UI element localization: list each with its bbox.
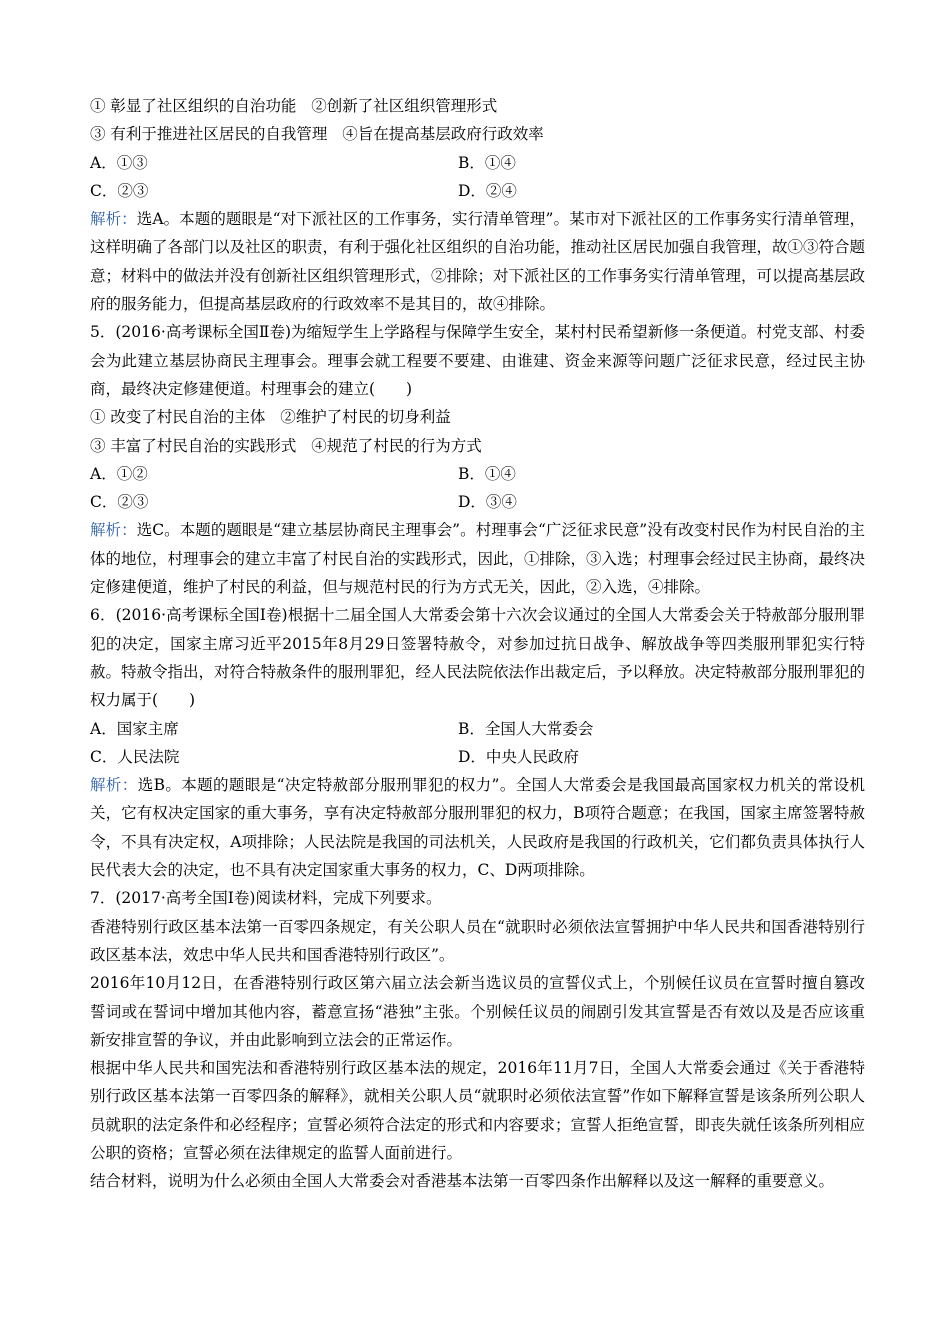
q4-option-d: D．②④ [458,181,517,200]
q6-options-row-2 [90,743,865,771]
q5-analysis-label: 解析： [90,521,137,540]
document-page [90,92,865,1196]
q4-statement-2: ②创新了社区组织管理形式 [311,97,498,115]
q6-options-row-1 [90,715,865,743]
q5-option-a: A．①② [90,464,148,483]
q4-statement-3: ③ 有利于推进社区居民的自我管理 [90,125,328,144]
q5-analysis [90,516,865,601]
q4-options-row-2 [90,177,865,205]
q5-options-row-2 [90,488,865,516]
q5-option-b: B．①④ [458,464,516,483]
q6-option-c: C．人民法院 [90,747,180,766]
q4-statement-1: ① 彰显了社区组织的自治功能 [90,97,297,115]
q4-option-a: A．①③ [90,153,148,172]
q5-statement-1: ① 改变了村民自治的主体 [90,408,266,427]
q5-options-row-1 [90,460,865,488]
q7-material-paragraph-2: 2016年10月12日，在香港特别行政区第六届立法会新当选议员的宣誓仪式上，个别候任议员在宣誓时擅自篡改誓词或在誓词中增加其他内容，蓄意宣扬“港独”主张。个别候任议员的闹剧引发其宣誓是否有效以及是否应该重新安排宣誓的争议，并由此影响到立法会的正常运作。 [90,974,865,1049]
q4-analysis [90,205,865,318]
q4-option-c: C．②③ [90,181,149,200]
q5-analysis-text: 选C。本题的题眼是“建立基层协商民主理事会”。村理事会“广泛征求民意”没有改变村民作为村民自治的主体的地位，村理事会的建立丰富了村民自治的实践形式，因此，①排除，③入选；村理事会经过民主协商，最终决定修建便道，维护了村民的利益，但与规范村民的行为方式无关，因此，②入选，④排除。 [90,521,866,597]
q6-option-a: A．国家主席 [90,719,179,738]
q7-stem: 7．(2017·高考全国Ⅰ卷)阅读材料，完成下列要求。 [90,889,442,908]
q4-statements-row-2 [90,120,865,148]
q5-statements-row-1 [90,403,865,431]
q4-options-row-1 [90,149,865,177]
q5-option-d: D．③④ [458,493,517,512]
q6-option-d: D．中央人民政府 [458,747,579,766]
q6-analysis [90,771,865,884]
q4-analysis-label: 解析： [90,210,137,229]
q6-stem: 6．(2016·高考课标全国Ⅰ卷)根据十二届全国人大常委会第十六次会议通过的全国人大常委会关于特赦部分服刑罪犯的决定，国家主席习近平2015年8月29日签署特赦令，对参加过抗日战争、解放战争等四类服刑罪犯实行特赦。特赦令指出，对符合特赦条件的服刑罪犯，经人民法院依法作出裁定后，予以释放。决定特赦部分服刑罪犯的权力属于( ) [90,606,866,710]
q7-material-paragraph-3: 根据中华人民共和国宪法和香港特别行政区基本法的规定，2016年11月7日，全国人大常委会通过《关于香港特别行政区基本法第一百零四条的解释》，就相关公职人员“就职时必须依法宣誓”作如下解释宣誓是该条所列公职人员就职的法定条件和必经程序；宣誓必须符合法定的形式和内容要求；宣誓人拒绝宣誓，即丧失就任该条所列相应公职的资格；宣誓必须在法律规定的监誓人面前进行。 [90,1059,866,1162]
q4-option-b: B．①④ [458,153,516,172]
q4-analysis-text: 选A。本题的题眼是“对下派社区的工作事务，实行清单管理”。某市对下派社区的工作事务实行清单管理，这样明确了各部门以及社区的职责，有利于强化社区组织的自治功能，推动社区居民加强自我管理，故①③符合题意；材料中的做法并没有创新社区组织管理形式，②排除；对下派社区的工作事务实行清单管理，可以提高基层政府的服务能力，但提高基层政府的行政效率不是其目的，故④排除。 [90,210,866,314]
q5-statements-row-2 [90,432,865,460]
q4-statement-4: ④旨在提高基层政府行政效率 [342,125,544,144]
q5-option-c: C．②③ [90,493,149,512]
q5-stem: 5．(2016·高考课标全国Ⅱ卷)为缩短学生上学路程与保障学生安全，某村村民希望新修一条便道。村党支部、村委会为此建立基层协商民主理事会。理事会就工程要不要建、由谁建、资金来源等问题广泛征求民意，经过民主协商，最终决定修建便道。村理事会的建立( ) [90,323,865,398]
q6-option-b: B．全国人大常委会 [458,719,594,738]
q5-statement-4: ④规范了村民的行为方式 [311,436,482,455]
q6-analysis-label: 解析： [90,776,138,795]
q7-material-paragraph-1: 香港特别行政区基本法第一百零四条规定，有关公职人员在“就职时必须依法宣誓拥护中华人民共和国香港特别行政区基本法，效忠中华人民共和国香港特别行政区”。 [90,917,865,964]
q5-statement-2: ②维护了村民的切身利益 [280,408,451,427]
q7-question: 结合材料，说明为什么必须由全国人大常委会对香港基本法第一百零四条作出解释以及这一解释的重要意义。 [90,1172,835,1191]
q4-statements-row-1 [90,92,865,120]
q6-analysis-text: 选B。本题的题眼是“决定特赦部分服刑罪犯的权力”。全国人大常委会是我国最高国家权力机关的常设机关，它有权决定国家的重大事务，享有决定特赦部分服刑罪犯的权力，B项符合题意；在我国，国家主席签署特赦令，不具有决定权，A项排除；人民法院是我国的司法机关，人民政府是我国的行政机关，它们都负责具体执行人民代表大会的决定，也不具有决定国家重大事务的权力，C、D两项排除。 [90,776,865,880]
q5-statement-3: ③ 丰富了村民自治的实践形式 [90,436,297,455]
